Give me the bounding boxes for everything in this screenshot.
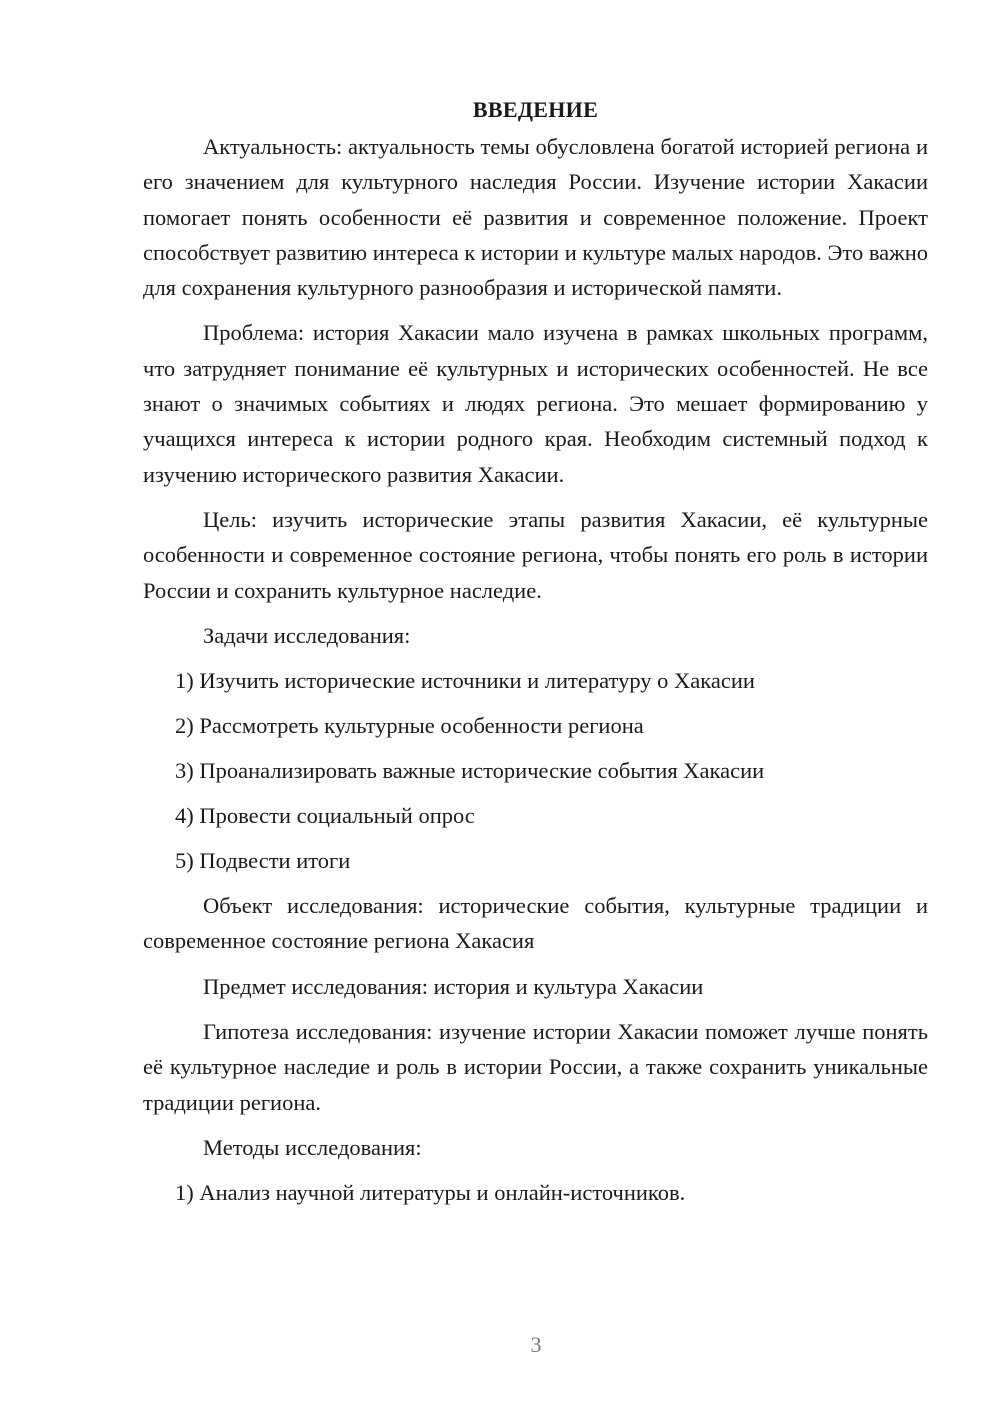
paragraph-object: Объект исследования: исторические события, культурные традиции и современное состояние региона Хакасия <box>143 893 928 954</box>
tasks-heading: Задачи исследования: <box>203 622 411 648</box>
list-item: 3) Проанализировать важные исторические события Хакасии <box>175 758 765 784</box>
paragraph-problem: Проблема: история Хакасии мало изучена в рамках школьных программ, что затрудняет понимание её культурных и исторических особенностей. Не все знают о значимых событиях и людях региона. Это мешает формированию у учащихся интереса к истории родного края. Необходим системный подход к изучению исторического развития Хакасии. <box>143 320 928 487</box>
paragraph-relevance: Актуальность: актуальность темы обусловлена богатой историей региона и его значением для культурного наследия России. Изучение истории Хакасии помогает понять особенности её развития и современное положение. Проект способствует развитию интереса к истории и культуре малых народов. Это важно для сохранения культурного разнообразия и исторической памяти. <box>143 134 928 301</box>
methods-heading: Методы исследования: <box>203 1134 422 1160</box>
tasks-list <box>143 663 928 878</box>
section-title: ВВЕДЕНИЕ <box>472 97 599 122</box>
list-item: 1) Анализ научной литературы и онлайн-источников. <box>175 1180 686 1206</box>
list-item: 5) Подвести итоги <box>175 848 351 874</box>
paragraph-goal: Цель: изучить исторические этапы развития Хакасии, её культурные особенности и современное состояние региона, чтобы понять его роль в истории России и сохранить культурное наследие. <box>143 506 928 603</box>
paragraph-hypothesis: Гипотеза исследования: изучение истории Хакасии поможет лучше понять её культурное наследие и роль в истории России, а также сохранить уникальные традиции региона. <box>143 1019 928 1115</box>
methods-list <box>143 1175 928 1210</box>
list-item: 2) Рассмотреть культурные особенности региона <box>175 713 644 739</box>
paragraph-subject: Предмет исследования: история и культура Хакасии <box>203 973 704 999</box>
page-content <box>143 92 928 1220</box>
list-item: 4) Провести социальный опрос <box>175 803 475 829</box>
page-number: 3 <box>530 1332 542 1357</box>
list-item: 1) Изучить исторические источники и литературу о Хакасии <box>175 668 755 694</box>
